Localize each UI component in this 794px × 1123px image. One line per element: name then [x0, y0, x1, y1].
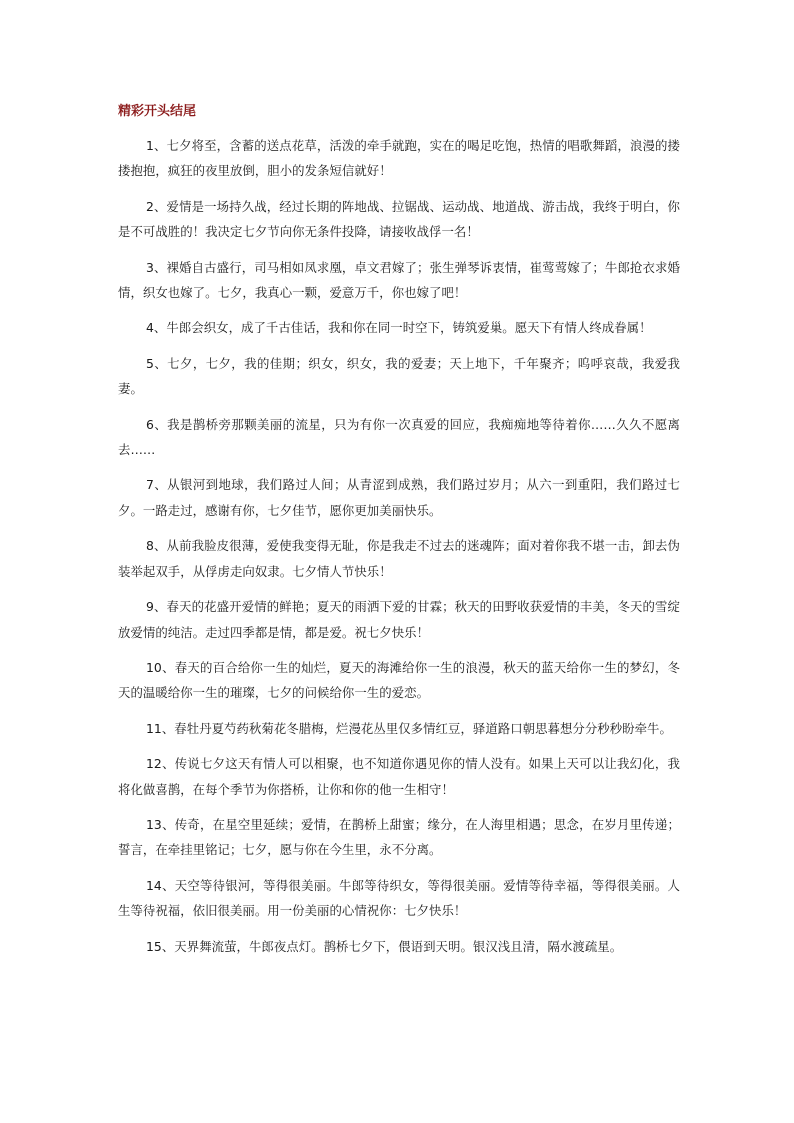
paragraph: 13、传奇，在星空里延续；爱情，在鹊桥上甜蜜；缘分，在人海里相遇；思念，在岁月里传递；誓言，在牵挂里铭记；七夕，愿与你在今生里，永不分离。: [118, 816, 680, 858]
document-content: [118, 103, 680, 969]
paragraph: 8、从前我脸皮很薄，爱使我变得无耻，你是我走不过去的迷魂阵；面对着你我不堪一击，卸去伪装举起双手，从俘虏走向奴隶。七夕情人节快乐！: [118, 538, 680, 579]
section-title: 精彩开头结尾: [118, 104, 197, 119]
paragraph: 2、爱情是一场持久战，经过长期的阵地战、拉锯战、运动战、地道战、游击战，我终于明白，你是不可战胜的！我决定七夕节向你无条件投降，请接收战俘一名！: [118, 198, 680, 240]
paragraph: 1、七夕将至，含蓄的送点花草，活泼的牵手就跑，实在的喝足吃饱，热情的唱歌舞蹈，浪漫的搂搂抱抱，疯狂的夜里放倒，胆小的发条短信就好！: [118, 138, 680, 179]
paragraph: 9、春天的花盛开爱情的鲜艳；夏天的雨洒下爱的甘霖；秋天的田野收获爱情的丰美，冬天的雪绽放爱情的纯洁。走过四季都是情，都是爱。祝七夕快乐！: [118, 599, 680, 640]
paragraph: 11、春牡丹夏芍药秋菊花冬腊梅，烂漫花丛里仅多情红豆，驿道路口朝思暮想分分秒秒盼牵牛。: [146, 720, 672, 736]
paragraph: 14、天空等待银河，等得很美丽。牛郎等待织女，等得很美丽。爱情等待幸福，等得很美丽。人生等待祝福，依旧很美丽。用一份美丽的心情祝你：七夕快乐！: [118, 877, 680, 919]
paragraph: 3、裸婚自古盛行，司马相如凤求凰，卓文君嫁了；张生弹琴诉衷情，崔莺莺嫁了；牛郎抢衣求婚情，织女也嫁了。七夕，我真心一颗，爱意万千，你也嫁了吧！: [118, 259, 680, 301]
paragraph: 6、我是鹊桥旁那颗美丽的流星，只为有你一次真爱的回应，我痴痴地等待着你……久久不愿离去……: [118, 416, 680, 458]
paragraph: 10、春天的百合给你一生的灿烂，夏天的海滩给你一生的浪漫，秋天的蓝天给你一生的梦幻，冬天的温暖给你一生的璀璨，七夕的问候给你一生的爱恋。: [118, 659, 680, 701]
paragraph: 4、牛郎会织女，成了千古佳话，我和你在同一时空下，铸筑爱巢。愿天下有情人终成眷属！: [146, 320, 652, 336]
paragraph: 12、传说七夕这天有情人可以相聚，也不知道你遇见你的情人没有。如果上天可以让我幻化，我将化做喜鹊，在每个季节为你搭桥，让你和你的他一生相守！: [118, 756, 680, 797]
paragraph: 5、七夕，七夕，我的佳期；织女，织女，我的爱妻；天上地下，千年聚齐；呜呼哀哉，我爱我妻。: [118, 355, 680, 397]
paragraph: 7、从银河到地球，我们路过人间；从青涩到成熟，我们路过岁月；从六一到重阳，我们路过七夕。一路走过，感谢有你，七夕佳节，愿你更加美丽快乐。: [118, 477, 680, 518]
paragraph: 15、天界舞流萤，牛郎夜点灯。鹊桥七夕下，偎语到天明。银汉浅且清，隔水渡疏星。: [146, 938, 623, 954]
